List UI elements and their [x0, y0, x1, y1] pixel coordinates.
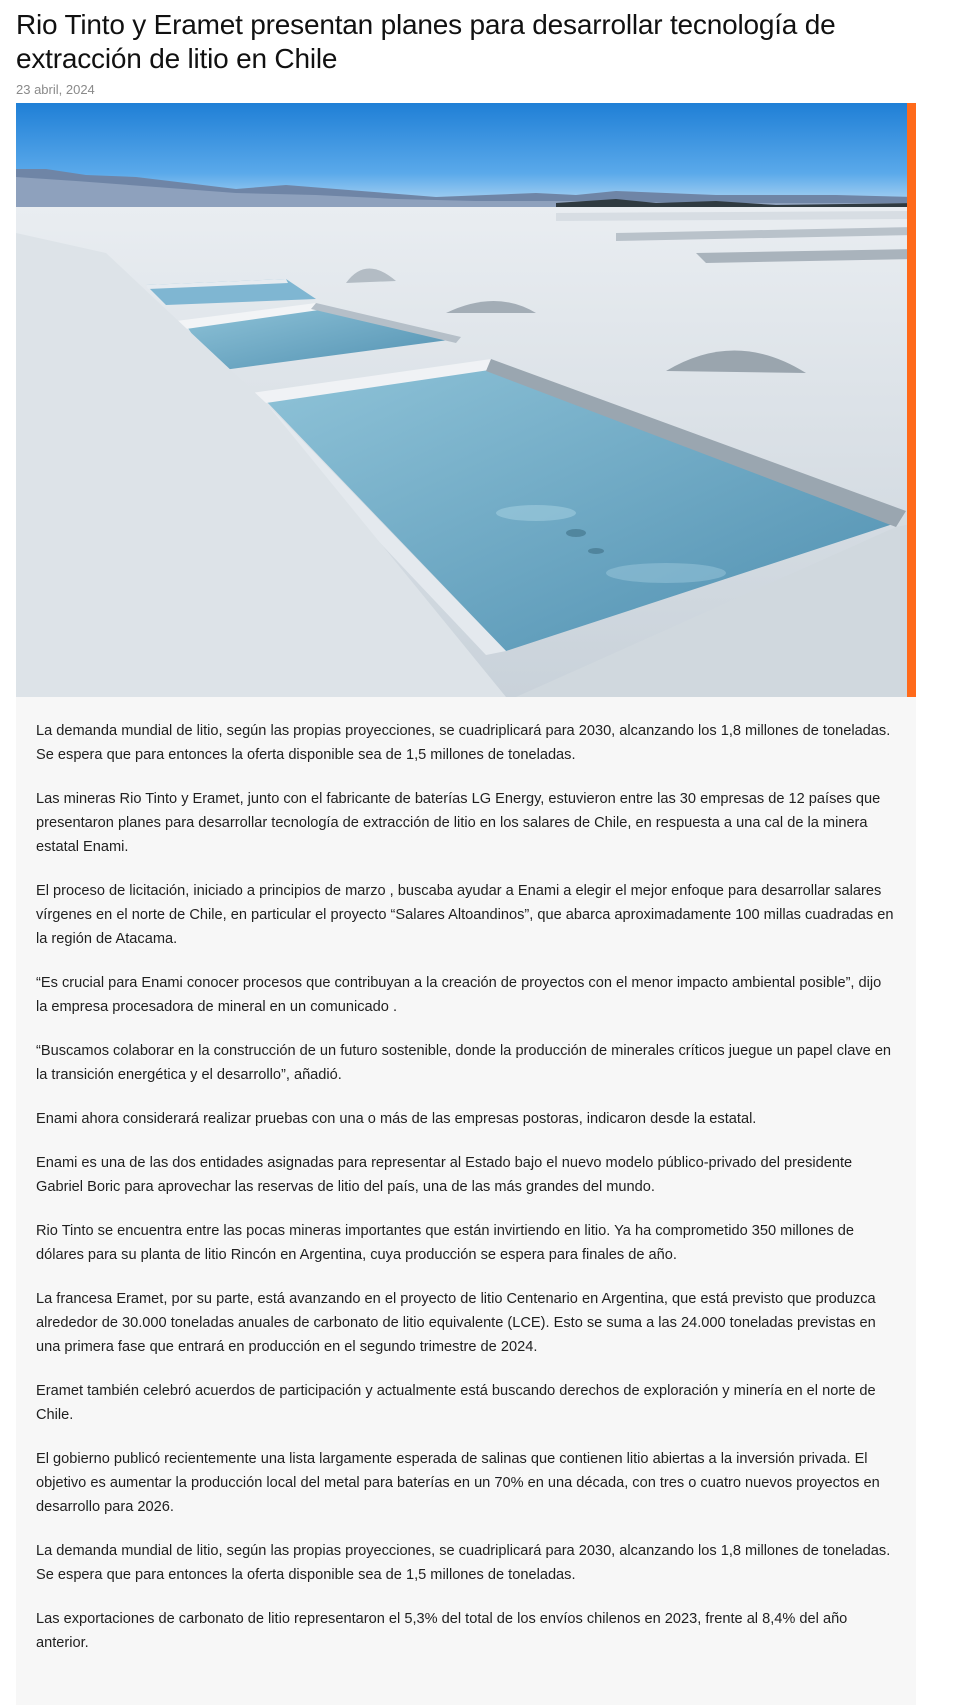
paragraph: Las exportaciones de carbonato de litio representaron el 5,3% del total de los envíos chilenos en 2023, frente al 8,4% del año anterior. — [36, 1611, 848, 1651]
paragraph: El proceso de licitación, iniciado a principios de marzo , buscaba ayudar a Enami a elegir el mejor enfoque para desarrollar salares vírgenes en el norte de Chile, en particular el proyecto “Salares Altoandinos”, que abarca aproximadamente 100 millas cuadradas en la región de Atacama. — [36, 883, 894, 947]
paragraph: La francesa Eramet, por su parte, está avanzando en el proyecto de litio Centenario en Argentina, que está previsto que produzca alrededor de 30.000 toneladas anuales de carbonato de litio equivalente (LCE). Esto se suma a las 24.000 toneladas previstas en una primera fase que entrará en producción en el segundo trimestre de 2024. — [36, 1291, 876, 1355]
news-article — [16, 0, 916, 1705]
article-body — [16, 697, 916, 1705]
paragraph: La demanda mundial de litio, según las propias proyecciones, se cuadriplicará para 2030, alcanzando los 1,8 millones de toneladas. Se espera que para entonces la oferta disponible sea de 1,5 millones de toneladas. — [36, 1543, 891, 1583]
accent-bar — [907, 103, 916, 697]
salt-flat-photo — [16, 103, 916, 697]
hero-image — [16, 103, 916, 697]
paragraph: Rio Tinto se encuentra entre las pocas mineras importantes que están invirtiendo en litio. Ya ha comprometido 350 millones de dólares para su planta de litio Rincón en Argentina, cuya producción se espera para finales de año. — [36, 1223, 854, 1263]
paragraph: Enami ahora considerará realizar pruebas con una o más de las empresas postoras, indicaron desde la estatal. — [36, 1111, 757, 1127]
paragraph: Enami es una de las dos entidades asignadas para representar al Estado bajo el nuevo modelo público-privado del presidente Gabriel Boric para aprovechar las reservas de litio del país, una de las más grandes del mundo. — [36, 1155, 853, 1195]
paragraph: Eramet también celebró acuerdos de participación y actualmente está buscando derechos de exploración y minería en el norte de Chile. — [36, 1383, 876, 1423]
paragraph: La demanda mundial de litio, según las propias proyecciones, se cuadriplicará para 2030, alcanzando los 1,8 millones de toneladas. Se espera que para entonces la oferta disponible sea de 1,5 millones de toneladas. — [36, 723, 891, 763]
article-title: Rio Tinto y Eramet presentan planes para desarrollar tecnología de extracción de litio en Chile — [16, 9, 836, 74]
paragraph: Las mineras Rio Tinto y Eramet, junto con el fabricante de baterías LG Energy, estuvieron entre las 30 empresas de 12 países que presentaron planes para desarrollar tecnología de extracción de litio en los salares de Chile, en respuesta a una cal de la minera estatal Enami. — [36, 791, 881, 855]
paragraph: “Buscamos colaborar en la construcción de un futuro sostenible, donde la producción de minerales críticos juegue un papel clave en la transición energética y el desarrollo”, añadió. — [36, 1043, 892, 1083]
paragraph: El gobierno publicó recientemente una lista largamente esperada de salinas que contienen litio abiertas a la inversión privada. El objetivo es aumentar la producción local del metal para baterías en un 70% en una década, con tres o cuatro nuevos proyectos en desarrollo para 2026. — [36, 1451, 880, 1515]
article-date: 23 abril, 2024 — [16, 82, 95, 97]
paragraph: “Es crucial para Enami conocer procesos que contribuyan a la creación de proyectos con el menor impacto ambiental posible”, dijo la empresa procesadora de mineral en un comunicado . — [36, 975, 882, 1015]
